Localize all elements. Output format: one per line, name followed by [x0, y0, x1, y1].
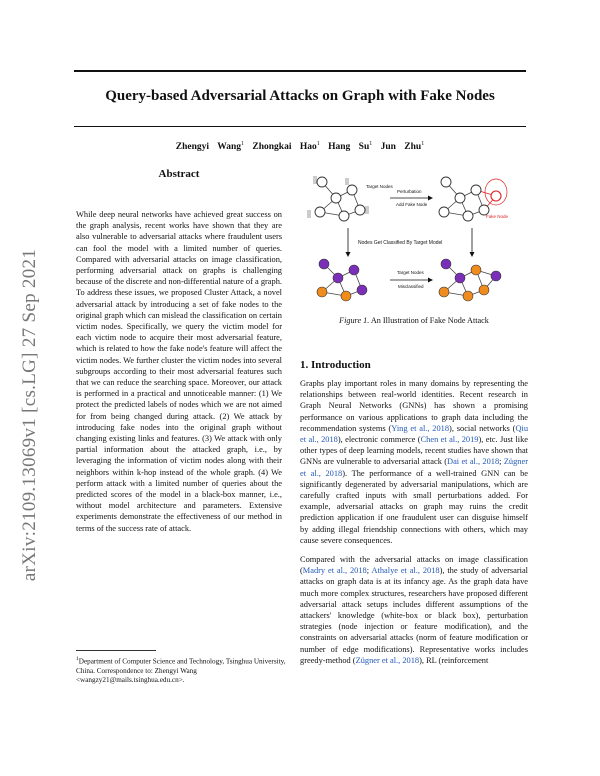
target-nodes-label-bottom: Target Nodes	[397, 270, 424, 275]
introduction-paragraph-1	[300, 378, 528, 546]
figure-caption	[300, 316, 528, 325]
body-text: ;	[499, 457, 504, 467]
body-text: ), social networks (	[449, 423, 516, 433]
author-name: Zhengyi Wang	[175, 142, 242, 153]
abstract-heading: Abstract	[158, 168, 200, 180]
arxiv-identifier: arXiv:2109.13069v1 [cs.LG] 27 Sep 2021	[19, 248, 40, 582]
graph-perturbed-nodes	[439, 177, 489, 221]
body-text: ). The performance of a well-trained GNN can be significantly degenerated by adversarial manipulations, which are carefully crafted inputs with small perturbations added. For example, adversarial attacks on graph may ruins the credit prediction application if one fraudulent user can disguise himself by adding illegal friendship connections with others, which may cause severe consequences.	[300, 468, 529, 545]
affiliation-mark: 1	[421, 141, 425, 147]
body-text: ), etc. Just like other types of deep learning models, recent studies have shown that GNNs are vulnerable to adversarial attack (	[300, 435, 528, 467]
footnote-text: Department of Computer Science and Technology, Tsinghua University, China. Correspondence to: Zhengyi Wang <wangzy21@mails.tsinghua.edu.cn>.	[76, 657, 286, 684]
affiliation-mark: 1	[316, 141, 320, 147]
misclassify-arrow-head	[428, 278, 433, 283]
classify-arrow-right-head	[470, 252, 475, 257]
perturbation-arrow-head	[428, 196, 433, 201]
misclassified-label: Misclassified	[398, 284, 424, 289]
figure-1	[300, 170, 528, 310]
introduction-heading: 1. Introduction	[300, 359, 371, 371]
citation-link[interactable]: Dai et al., 2018	[447, 457, 500, 467]
body-text: ), the study of adversarial attacks on graph data is at its infancy age. As the graph data have much more complex structures, researchers have proposed different adversarial attack setups includes different assumptions of the attackers' knowledge (white-box or black box), perturbation strategies (node injection or feature modification), and the constraints on adversarial attacks (norm of feature modification or number of edge modifications). Representative works includes greedy-method (	[300, 566, 528, 665]
author-name: Hang Su	[328, 142, 370, 153]
citation-link[interactable]: Ying et al., 2018	[391, 423, 450, 433]
fake-node-attack-illustration	[300, 170, 528, 310]
citation-link[interactable]: Qiu et al., 2018	[300, 423, 528, 445]
right-column	[300, 170, 528, 674]
abstract-section	[76, 168, 282, 534]
figure-caption-label: Figure 1.	[339, 316, 370, 325]
body-text: ), electronic commerce (	[337, 435, 421, 445]
fake-node-label: Fake Node	[486, 214, 509, 219]
graph-original-nodes	[315, 177, 365, 221]
introduction-paragraph-2	[300, 554, 528, 666]
classified-label: Nodes Get Classified By Target Model	[358, 240, 443, 246]
body-text: Compared with the adversarial attacks on image classification (	[300, 555, 528, 576]
author-name: Jun Zhu	[380, 142, 422, 153]
paper-title: Query-based Adversarial Attacks on Graph with Fake Nodes	[105, 88, 495, 104]
body-text: ;	[366, 566, 372, 576]
affiliation-mark: 1	[241, 141, 245, 147]
graph-classified-right-nodes	[439, 259, 501, 301]
citation-link[interactable]: Zügner et al., 2018	[300, 457, 528, 478]
author-list	[74, 141, 526, 152]
citation-link[interactable]: Chen et al., 2019	[420, 435, 479, 445]
abstract-text: While deep neural networks have achieved great success on the graph analysis, recent works have shown that they are also vulnerable to adversarial attacks where fraudulent users can fool the model with a limited number of queries. Compared with adversarial attacks on image classification, performing adversarial attack on graphs is challenging because of the discrete and non-differential nature of a graph. To address these issues, we proposed Cluster Attack, a novel adversarial attack by introducing a set of fake nodes to the original graph which can mislead the classification on certain victim nodes. Specifically, we query the victim model for each victim node to acquire their most adversarial feature, which is related to how the fake node's feature will affect the victim nodes. We further cluster the victim nodes into several subgroups according to their most adversarial features such that we can reduce the searching space. Moreover, our attack is performed in a practical and unnoticeable manner: (1) We protect the predicted labels of nodes which we are not aimed for from being changed during attack. (2) We attack by introducing fake nodes into the original graph without changing existing links and features. (3) We attack with only partial information about the attacked graph, i.e., by leveraging the information of victim nodes along with their neighbors within k-hop instead of the whole graph. (4) We perform attack with a limited number of queries about the predicted scores of the model in a black-box manner, i.e., without model architecture and parameters. Extensive experiments demonstrate the effectiveness of our method in terms of the success rate of attack.	[76, 210, 282, 533]
footnote-mark: 1	[76, 656, 79, 662]
citation-link[interactable]: Athalye et al., 2018	[371, 566, 440, 576]
body-text: ), RL (reinforcement	[419, 655, 489, 665]
author-name: Zhongkai Hao	[252, 142, 317, 153]
target-nodes-label-top: Target Nodes	[366, 184, 393, 189]
graph-classified-left-nodes	[317, 259, 367, 301]
affiliation-mark: 1	[369, 141, 373, 147]
citation-link[interactable]: Zügner et al., 2018	[355, 655, 420, 665]
add-fake-node-label: Add Fake Node	[396, 202, 428, 207]
fake-node	[491, 191, 501, 201]
classify-arrow-head	[346, 252, 351, 257]
title-rule-bottom	[74, 126, 526, 127]
affiliation-footnote	[76, 650, 296, 685]
citation-link[interactable]: Madry et al., 2018	[302, 566, 367, 576]
figure-caption-text: An Illustration of Fake Node Attack	[370, 316, 489, 325]
title-rule-top	[74, 70, 526, 72]
perturbation-label: Perturbation	[397, 189, 422, 194]
footnote-rule	[76, 650, 156, 651]
body-text: Graphs play important roles in many domains by representing the relationships between real-world identities. Recent research in Graph Neural Networks (GNNs) has shown a promising performance on various applications to graph data including the recommendation systems (	[300, 379, 528, 433]
